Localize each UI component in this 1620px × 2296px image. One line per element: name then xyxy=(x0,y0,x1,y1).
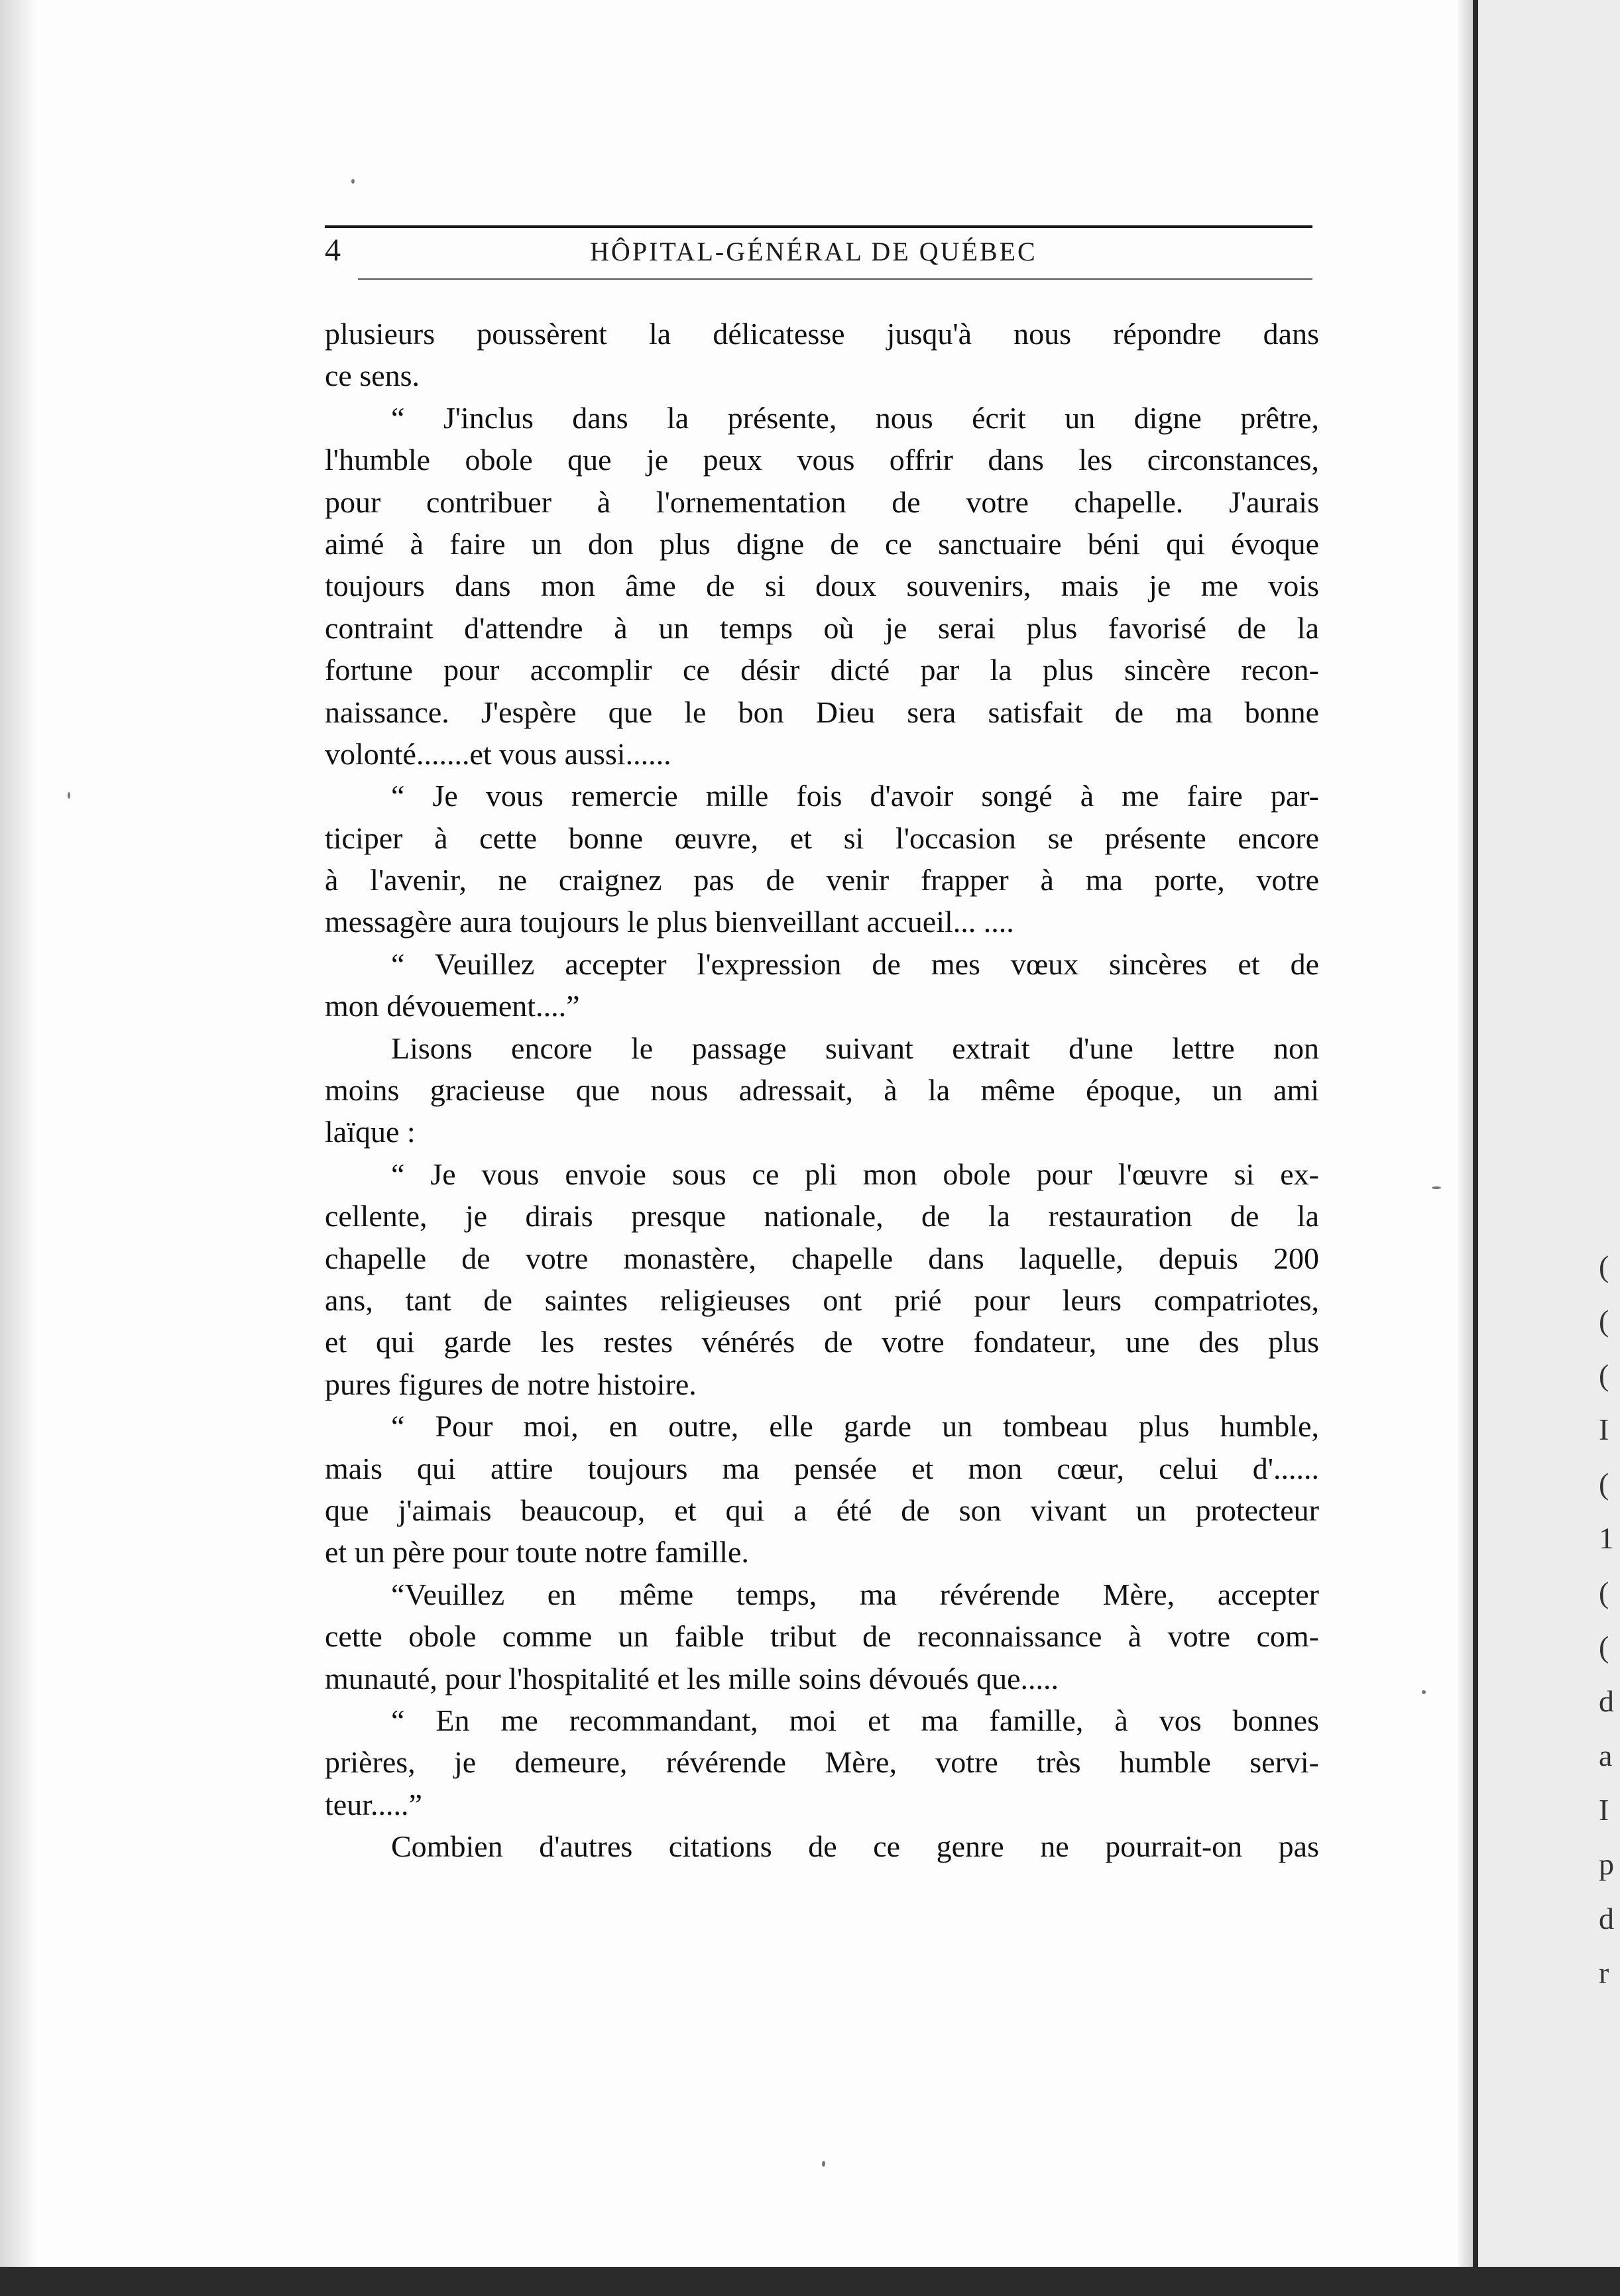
text-line: cellente, je dirais presque nationale, de la restauration de la xyxy=(325,1199,1319,1234)
fragment-letter: p xyxy=(1599,1847,1614,1881)
text-line: naissance. J'espère que le bon Dieu sera satisfait de ma bonne xyxy=(325,695,1319,729)
text-line: et un père pour toute notre famille. xyxy=(325,1535,749,1570)
text-line: à l'avenir, ne craignez pas de venir frapper à ma porte, votre xyxy=(325,863,1319,897)
text-line: “ Pour moi, en outre, elle garde un tombeau plus humble, xyxy=(391,1409,1319,1444)
text-line: messagère aura toujours le plus bienveillant accueil... .... xyxy=(325,905,1014,939)
fragment-letter: d xyxy=(1599,1902,1614,1935)
running-head: HÔPITAL-GÉNÉRAL DE QUÉBEC xyxy=(590,237,1037,266)
scan-speck xyxy=(1422,1690,1426,1694)
scan-speck xyxy=(351,179,355,184)
text-line: “ J'inclus dans la présente, nous écrit un digne prêtre, xyxy=(391,400,1319,435)
fragment-letter: ( xyxy=(1599,1576,1609,1609)
text-line: que j'aimais beaucoup, et qui a été de son vivant un protecteur xyxy=(325,1493,1319,1527)
fragment-letter: ( xyxy=(1599,1304,1609,1338)
text-line: “ Je vous envoie sous ce pli mon obole pour l'œuvre si ex- xyxy=(391,1157,1319,1191)
text-line: “ En me recommandant, moi et ma famille, à vos bonnes xyxy=(391,1703,1319,1737)
text-line: mais qui attire toujours ma pensée et mon cœur, celui d'...... xyxy=(325,1451,1319,1485)
text-line: teur.....” xyxy=(325,1787,422,1821)
scan-left-edge xyxy=(0,0,40,2296)
text-line: chapelle de votre monastère, chapelle dans laquelle, depuis 200 xyxy=(325,1241,1319,1275)
text-line: “ Veuillez accepter l'expression de mes vœux sincères et de xyxy=(391,947,1319,981)
next-page-fragment xyxy=(1599,1239,1619,2000)
text-line: munauté, pour l'hospitalité et les mille soins dévoués que..... xyxy=(325,1661,1059,1695)
fragment-letter: d xyxy=(1599,1684,1614,1718)
text-line: volonté.......et vous aussi...... xyxy=(325,736,671,771)
scan-speck xyxy=(822,2161,825,2167)
text-line: plusieurs poussèrent la délicatesse jusqu'à nous répondre dans xyxy=(325,317,1319,351)
text-line: cette obole comme un faible tribut de reconnaissance à votre com- xyxy=(325,1619,1319,1654)
fragment-letter: ( xyxy=(1599,1630,1609,1664)
text-line: “ Je vous remercie mille fois d'avoir songé à me faire par- xyxy=(391,779,1319,813)
text-line: moins gracieuse que nous adressait, à la même époque, un ami xyxy=(325,1073,1319,1108)
text-line: pour contribuer à l'ornementation de votre chapelle. J'aurais xyxy=(325,485,1319,519)
text-line: laïque : xyxy=(325,1115,416,1149)
text-line: fortune pour accomplir ce désir dicté par la plus sincère recon- xyxy=(325,653,1319,687)
text-line: Combien d'autres citations de ce genre ne pourrait-on pas xyxy=(391,1829,1319,1864)
text-line: mon dévouement....” xyxy=(325,989,580,1023)
gutter-line xyxy=(1473,0,1478,2296)
scan-speck xyxy=(68,792,70,799)
text-line: “Veuillez en même temps, ma révérende Mère, accepter xyxy=(391,1577,1319,1611)
text-line: pures figures de notre histoire. xyxy=(325,1367,697,1401)
header-rule-thin xyxy=(358,278,1312,280)
fragment-letter: ( xyxy=(1599,1358,1609,1392)
text-line: ce sens. xyxy=(325,359,420,393)
fragment-letter: I xyxy=(1599,1793,1609,1827)
text-line: Lisons encore le passage suivant extrait d'une lettre non xyxy=(391,1031,1319,1065)
page-number: 4 xyxy=(325,233,341,268)
fragment-letter: ( xyxy=(1599,1467,1609,1501)
text-line: toujours dans mon âme de si doux souvenirs, mais je me vois xyxy=(325,569,1319,603)
text-line: prières, je demeure, révérende Mère, votre très humble servi- xyxy=(325,1745,1319,1780)
header-rule xyxy=(325,225,1312,228)
fragment-letter: a xyxy=(1599,1739,1613,1772)
text-line: aimé à faire un don plus digne de ce sanctuaire béni qui évoque xyxy=(325,526,1319,561)
fragment-letter: r xyxy=(1599,1956,1609,1990)
fragment-letter: I xyxy=(1599,1412,1609,1446)
scan-bottom-edge xyxy=(0,2267,1620,2296)
text-line: contraint d'attendre à un temps où je serai plus favorisé de la xyxy=(325,610,1319,645)
text-line: l'humble obole que je peux vous offrir dans les circonstances, xyxy=(325,443,1319,477)
body-text xyxy=(325,313,1319,1867)
text-line: ticiper à cette bonne œuvre, et si l'occasion se présente encore xyxy=(325,821,1319,855)
scan-speck xyxy=(1432,1186,1441,1189)
fragment-letter: ( xyxy=(1599,1249,1609,1283)
text-line: ans, tant de saintes religieuses ont prié pour leurs compatriotes, xyxy=(325,1283,1319,1317)
fragment-letter: 1 xyxy=(1599,1521,1614,1555)
text-line: et qui garde les restes vénérés de votre fondateur, une des plus xyxy=(325,1325,1319,1359)
